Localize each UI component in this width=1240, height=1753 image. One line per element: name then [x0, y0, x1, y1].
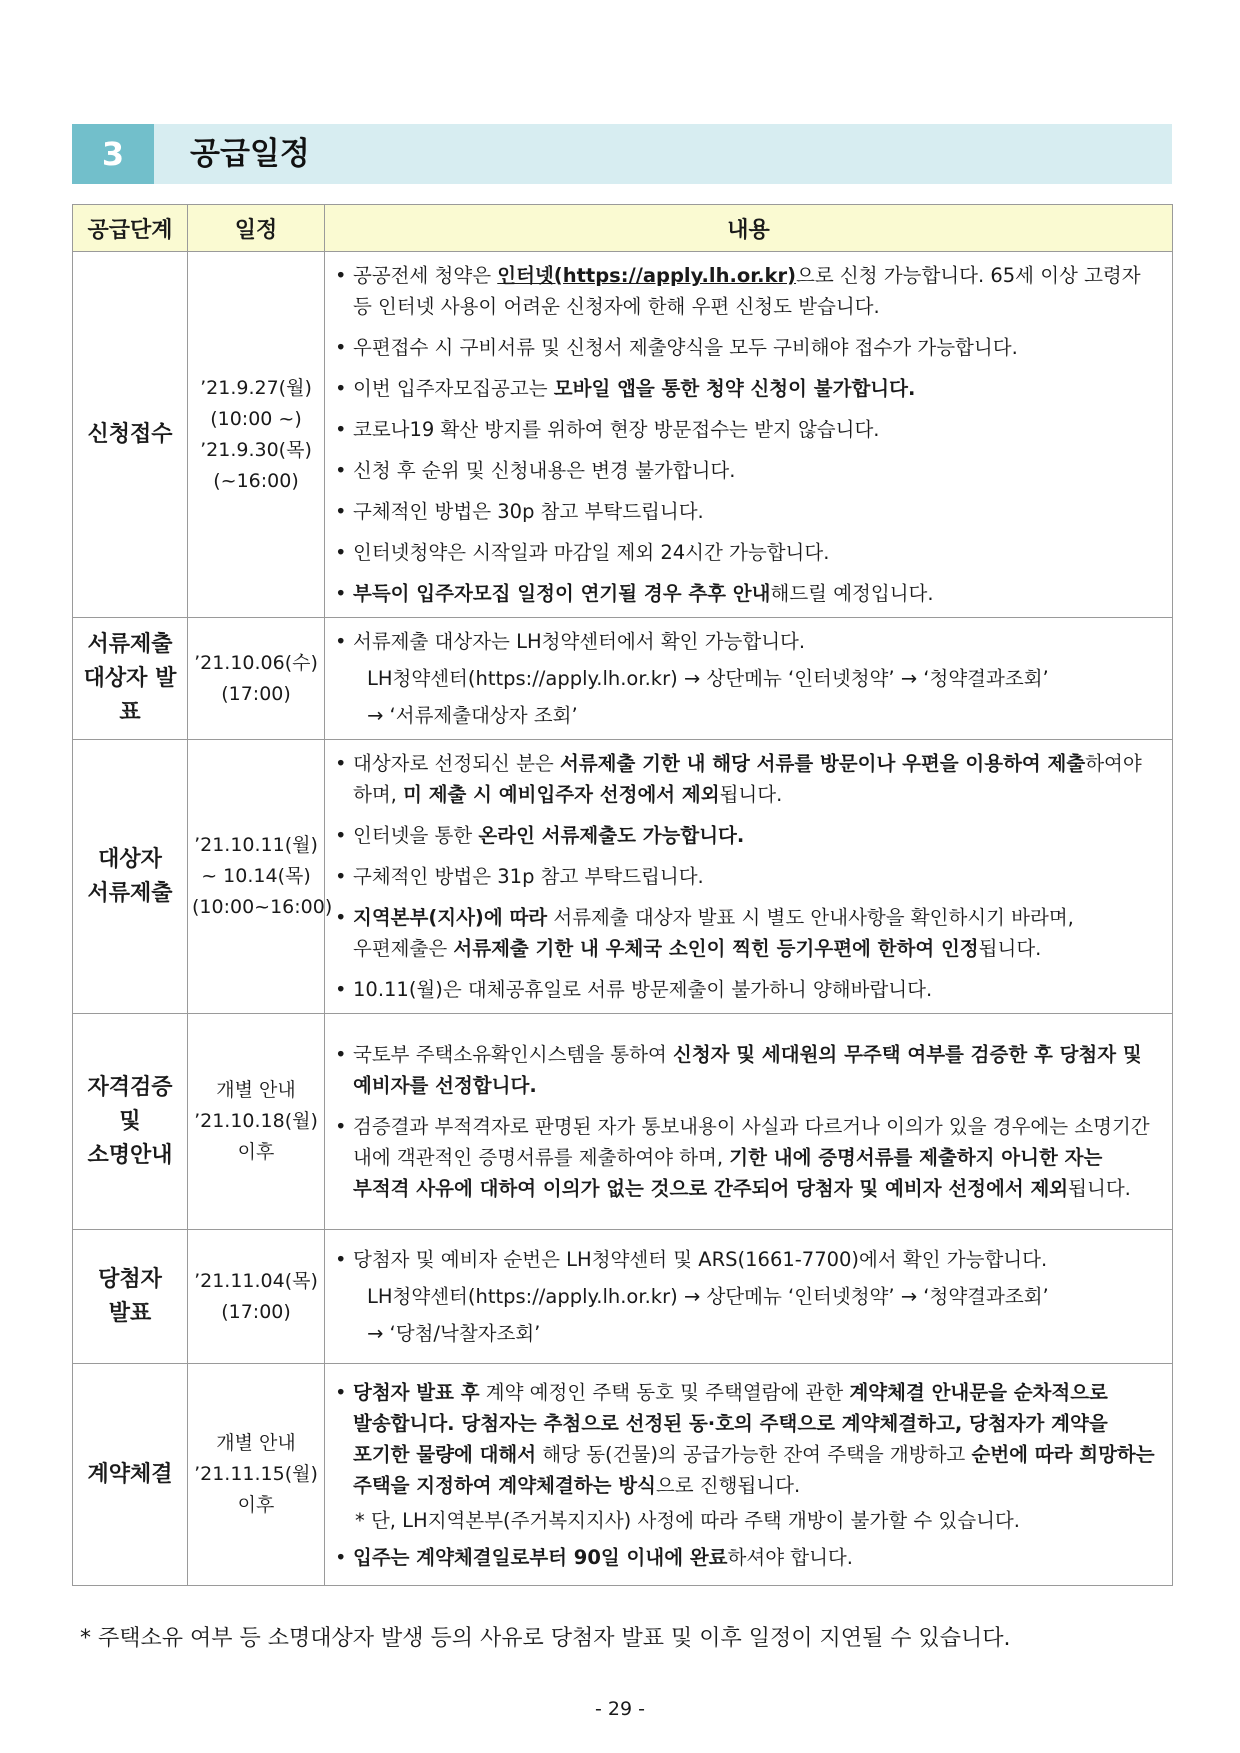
date-cell: 개별 안내 ’21.11.15(월) 이후	[188, 1364, 325, 1586]
link-path: LH청약센터(https://apply.lh.or.kr) → 상단메뉴 ‘인터넷청약’ → ‘청약결과조회’	[367, 667, 1049, 690]
table-row	[73, 740, 1173, 1014]
stage-cell: 계약체결	[73, 1364, 188, 1586]
link-path: → ‘당첨/낙찰자조회’	[367, 1322, 541, 1345]
date-cell: ’21.10.11(월) ~ 10.14(목) (10:00~16:00)	[188, 740, 325, 1014]
date-cell: ’21.9.27(월) (10:00 ~) ’21.9.30(목) (~16:00)	[188, 252, 325, 618]
list-item: • 당첨자 및 예비자 순번은 LH청약센터 및 ARS(1661-7700)에서 확인 가능합니다.	[335, 1248, 1048, 1271]
list-item: • 인터넷을 통한 온라인 서류제출도 가능합니다.	[335, 824, 745, 847]
list-item: • 인터넷청약은 시작일과 마감일 제외 24시간 가능합니다.	[335, 541, 830, 564]
content-cell	[325, 740, 1173, 1014]
link-path: → ‘서류제출대상자 조회’	[367, 704, 578, 727]
list-item: • 국토부 주택소유확인시스템을 통하여 신청자 및 세대원의 무주택 여부를 검증한 후 당첨자 및 예비자를 선정합니다.	[335, 1043, 1142, 1097]
list-item: • 신청 후 순위 및 신청내용은 변경 불가합니다.	[335, 459, 736, 482]
table-header-row	[73, 205, 1173, 252]
list-item: • 검증결과 부적격자로 판명된 자가 통보내용이 사실과 다르거나 이의가 있을 경우에는 소명기간 내에 객관적인 증명서류를 제출하여야 하며, 기한 내에 증명서류를 제출하지 아니한 자는 부적격 사유에 대하여 이의가 없는 것으로 간주되어 당첨자 및 예비자 선정에서 제외됩니다.	[335, 1115, 1150, 1200]
content-cell	[325, 252, 1173, 618]
section-title: 공급일정	[190, 136, 310, 172]
date-cell: ’21.10.06(수) (17:00)	[188, 618, 325, 740]
list-item: • 입주는 계약체결일로부터 90일 이내에 완료하셔야 합니다.	[335, 1545, 853, 1569]
list-item: • 코로나19 확산 방지를 위하여 현장 방문접수는 받지 않습니다.	[335, 418, 880, 441]
section-number: 3	[72, 124, 154, 184]
stage-cell: 자격검증 및 소명안내	[73, 1014, 188, 1230]
list-item: • 공공전세 청약은 인터넷(https://apply.lh.or.kr)으로 신청 가능합니다. 65세 이상 고령자 등 인터넷 사용이 어려운 신청자에 한해 우편 신청도 받습니다.	[335, 264, 1141, 318]
list-item: • 당첨자 발표 후 계약 예정인 주택 동호 및 주택열람에 관한 계약체결 안내문을 순차적으로 발송합니다. 당첨자는 추첨으로 선정된 동·호의 주택으로 계약체결하고, 당첨자가 계약을 포기한 물량에 대해서 해당 동(건물)의 공급가능한 잔여 주택을 개방하고 순번에 따라 희망하는 주택을 지정하여 계약체결하는 방식으로 진행됩니다.	[335, 1380, 1155, 1497]
list-item: • 10.11(월)은 대체공휴일로 서류 방문제출이 불가하니 양해바랍니다.	[335, 978, 933, 1001]
header-content: 내용	[325, 205, 1173, 252]
list-item: • 구체적인 방법은 30p 참고 부탁드립니다.	[335, 500, 704, 523]
content-cell	[325, 618, 1173, 740]
table-row	[73, 1364, 1173, 1586]
stage-cell: 대상자 서류제출	[73, 740, 188, 1014]
list-item: • 대상자로 선정되신 분은 서류제출 기한 내 해당 서류를 방문이나 우편을 이용하여 제출하여야 하며, 미 제출 시 예비입주자 선정에서 제외됩니다.	[335, 752, 1142, 806]
header-stage: 공급단계	[73, 205, 188, 252]
schedule-table	[72, 204, 1173, 1586]
date-cell: 개별 안내 ’21.10.18(월) 이후	[188, 1014, 325, 1230]
table-row	[73, 1230, 1173, 1364]
content-cell	[325, 1230, 1173, 1364]
list-item: • 우편접수 시 구비서류 및 신청서 제출양식을 모두 구비해야 접수가 가능합니다.	[335, 336, 1018, 359]
header-date: 일정	[188, 205, 325, 252]
footnote: * 주택소유 여부 등 소명대상자 발생 등의 사유로 당첨자 발표 및 이후 일정이 지연될 수 있습니다.	[80, 1626, 1011, 1651]
table-row	[73, 618, 1173, 740]
note-text: * 단, LH지역본부(주거복지지사) 사정에 따라 주택 개방이 불가할 수 있습니다.	[355, 1508, 1020, 1532]
content-cell	[325, 1364, 1173, 1586]
table-row	[73, 252, 1173, 618]
link-path: LH청약센터(https://apply.lh.or.kr) → 상단메뉴 ‘인터넷청약’ → ‘청약결과조회’	[367, 1285, 1049, 1308]
list-item: • 구체적인 방법은 31p 참고 부탁드립니다.	[335, 865, 704, 888]
date-cell: ’21.11.04(목) (17:00)	[188, 1230, 325, 1364]
content-cell	[325, 1014, 1173, 1230]
section-header	[72, 124, 1172, 184]
stage-cell: 서류제출 대상자 발표	[73, 618, 188, 740]
table-row	[73, 1014, 1173, 1230]
page-number: - 29 -	[595, 1698, 645, 1720]
list-item: • 지역본부(지사)에 따라 서류제출 대상자 발표 시 별도 안내사항을 확인하시기 바라며, 우편제출은 서류제출 기한 내 우체국 소인이 찍힌 등기우편에 한하여 인정됩니다.	[335, 906, 1074, 960]
list-item: • 부득이 입주자모집 일정이 연기될 경우 추후 안내해드릴 예정입니다.	[335, 582, 934, 605]
list-item: • 서류제출 대상자는 LH청약센터에서 확인 가능합니다.	[335, 630, 806, 653]
stage-cell: 신청접수	[73, 252, 188, 618]
list-item: • 이번 입주자모집공고는 모바일 앱을 통한 청약 신청이 불가합니다.	[335, 377, 916, 400]
stage-cell: 당첨자 발표	[73, 1230, 188, 1364]
